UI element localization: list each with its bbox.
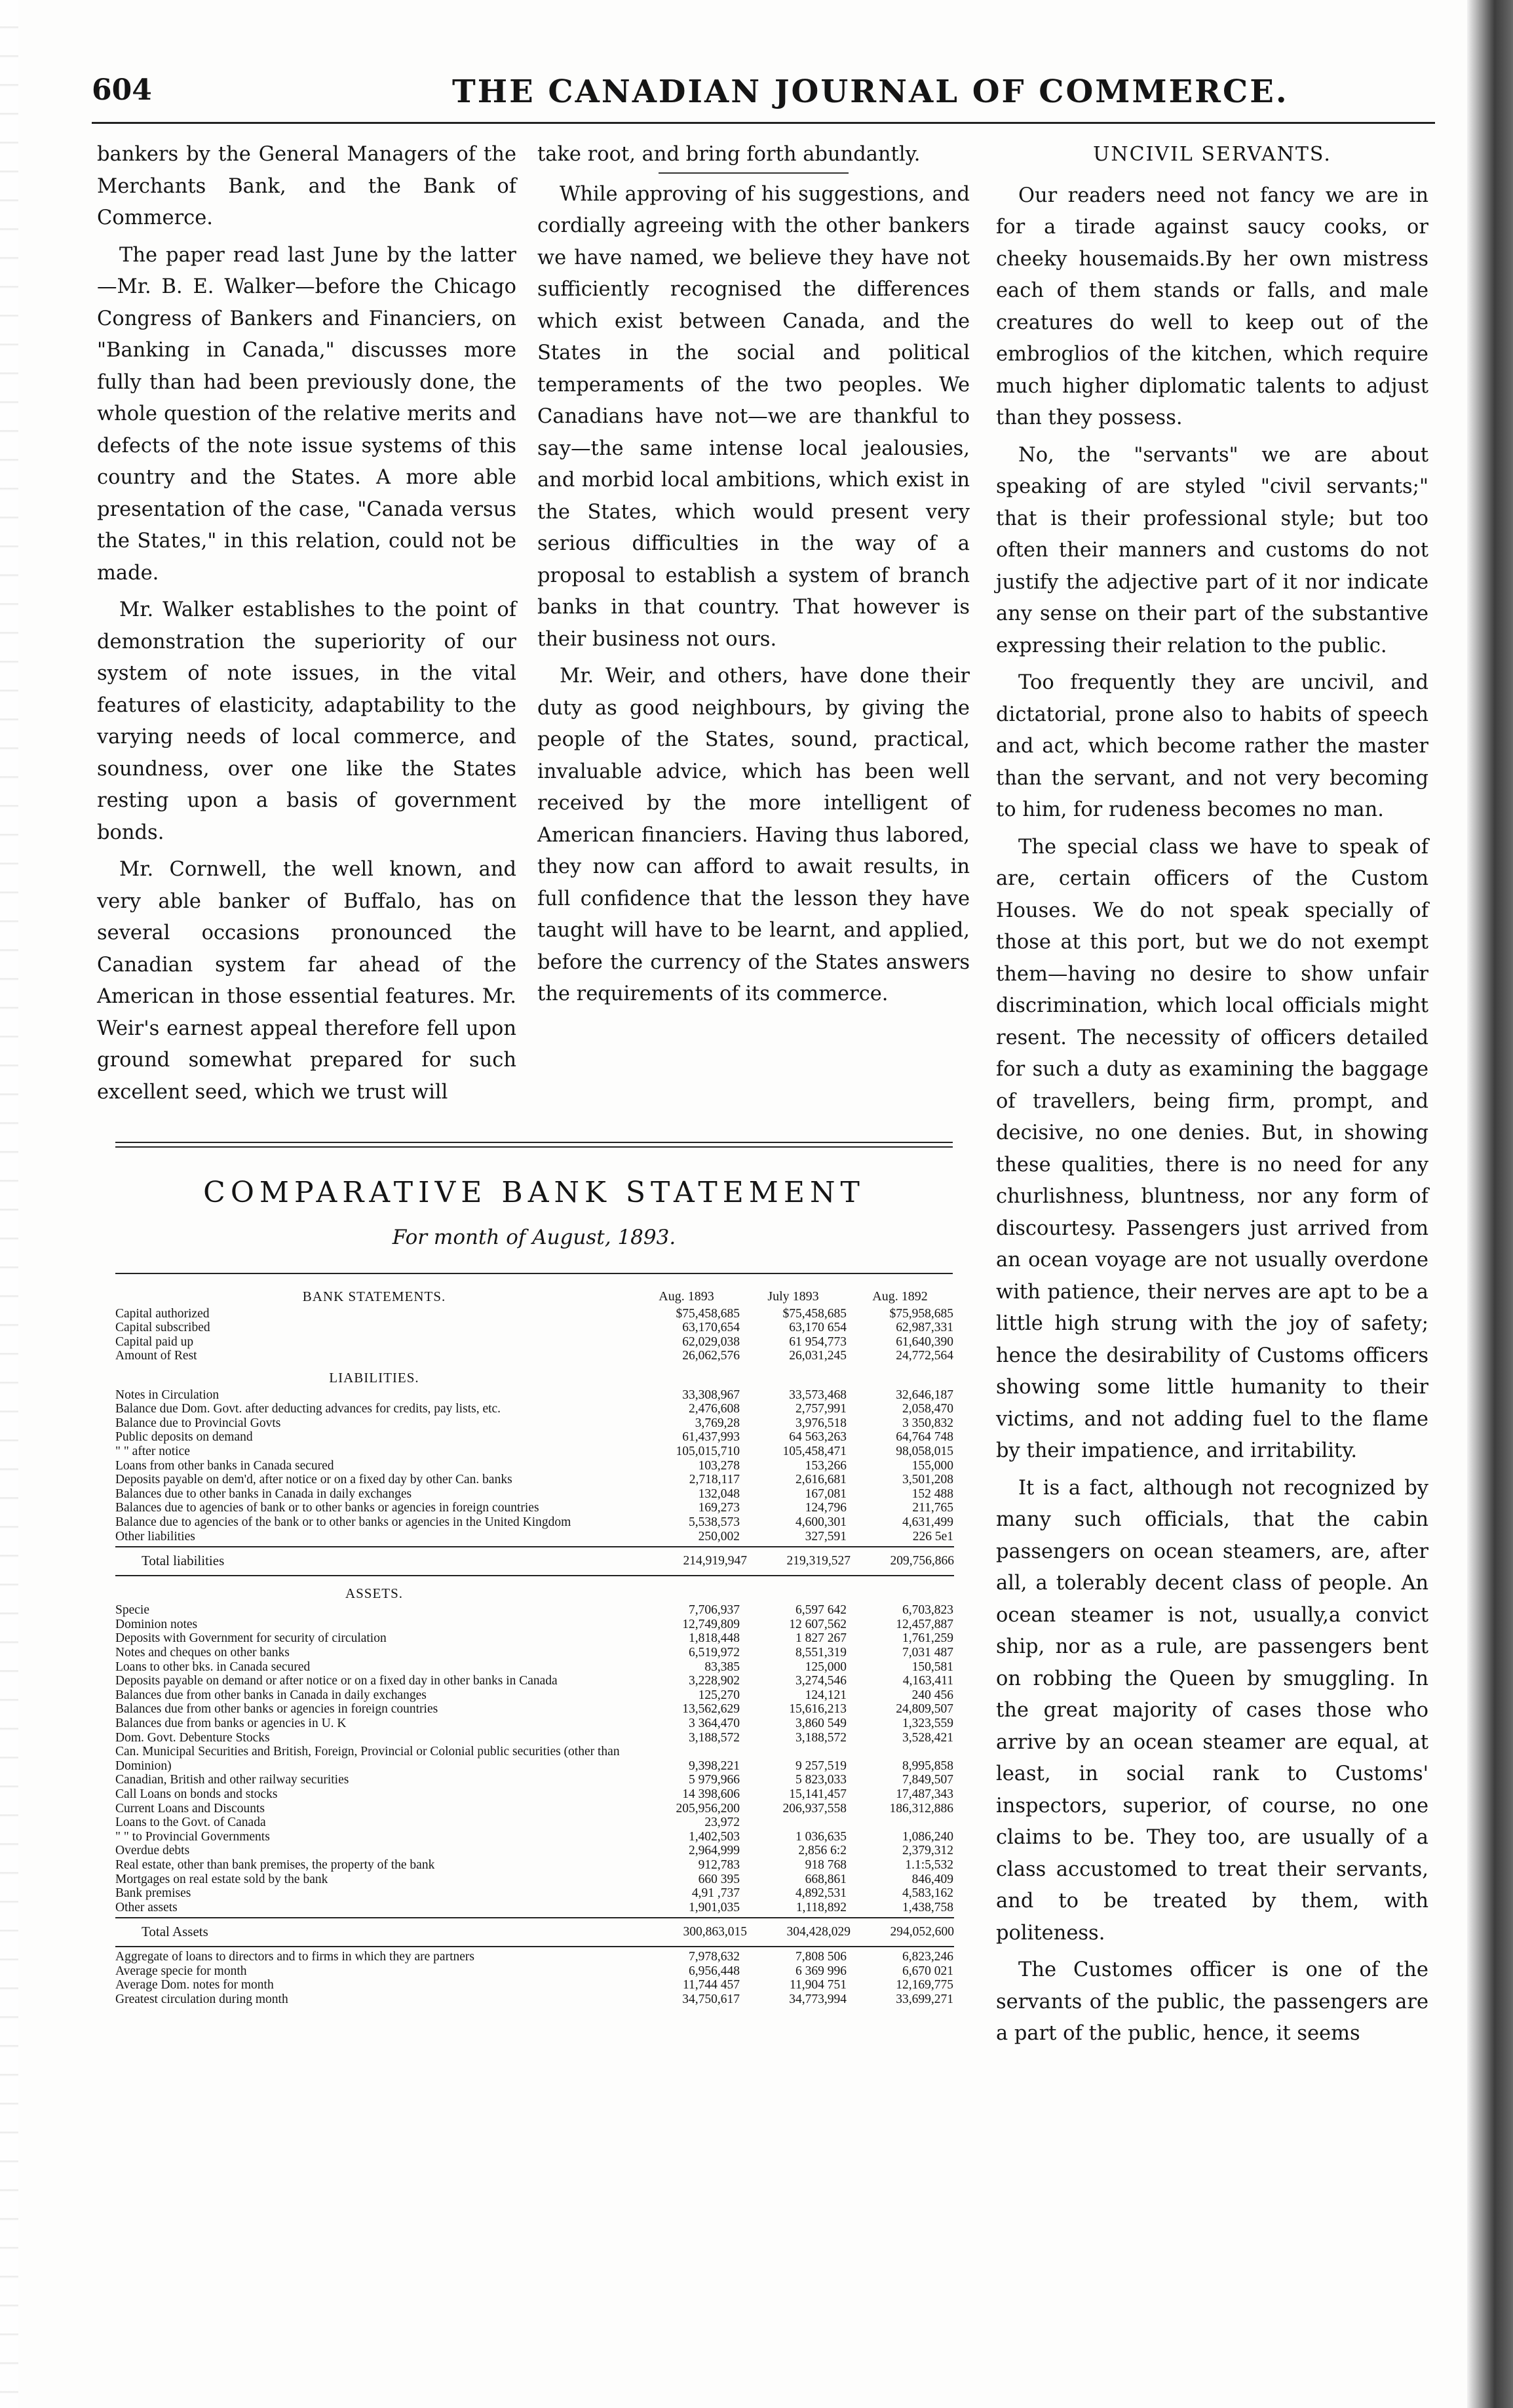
aggregate-section <box>115 1950 954 2006</box>
paragraph: The special class we have to speak of are, certain officers of the Custom Houses. We do not speak specially of those at this port, but we do not exempt them—having no desire to show unfair discrimination, which local officials might resent. The necessity of officers detailed for such a duty as examining the baggage of travellers, being firm, prompt, and decisive, no one denies. But, in showing these qualities, there is no need for any churlishness, bluntness, nor any form of discourtesy. Passengers just arrived from an ocean voyage are not usually overdone with patience, their nerves are apt to be a little high strung with the joy of safety; hence the desirability of Customs officers showing some little humanity to their victims, and not adding fuel to the flame by their impatience, and irritability. <box>996 835 1428 1462</box>
row-value: 5 979,966 <box>689 1773 740 1787</box>
row-label: Specie <box>115 1603 149 1618</box>
row-value: 132,048 <box>698 1486 740 1501</box>
row-label: Public deposits on demand <box>115 1430 253 1445</box>
row-value: 6,823,246 <box>902 1949 953 1964</box>
table-row <box>115 1660 954 1675</box>
row-value: 3,228,902 <box>689 1674 740 1688</box>
bank-statement-table <box>115 1290 954 2006</box>
row-label: Loans from other banks in Canada secured <box>115 1458 334 1473</box>
row-value: 11,744 457 <box>682 1978 740 1992</box>
table-row <box>115 1802 954 1816</box>
row-value: 2,058,470 <box>902 1402 953 1416</box>
row-value: 124,121 <box>805 1688 847 1702</box>
row-label: Balance due to agencies of the bank or to other banks or agencies in the United Kingdom <box>115 1515 571 1529</box>
row-label: Real estate, other than bank premises, the property of the bank <box>115 1857 435 1872</box>
row-value: 1 036,635 <box>795 1829 847 1844</box>
paragraph: Too frequently they are uncivil, and dictatorial, prone also to habits of speech and act, which become rather the master than the servant, and not very becoming to him, for rudeness becomes no man. <box>996 671 1428 821</box>
rule <box>115 1917 954 1918</box>
table-row <box>115 1321 954 1335</box>
table-row <box>115 1445 954 1459</box>
table-row <box>115 1646 954 1660</box>
row-value: 63,170 654 <box>789 1321 847 1335</box>
row-value: 3,188,572 <box>689 1730 740 1745</box>
table-row <box>115 1501 954 1515</box>
row-value: 12,749,809 <box>682 1617 740 1631</box>
row-value: 3,528,421 <box>902 1730 953 1745</box>
table-row <box>115 1473 954 1487</box>
row-value: 33,308,967 <box>682 1388 740 1402</box>
total-assets-row <box>115 1925 954 1939</box>
assets-section <box>115 1603 954 1914</box>
row-value: 8,995,858 <box>902 1758 953 1773</box>
table-row <box>115 1530 954 1544</box>
table-row <box>115 1515 954 1530</box>
row-value: 3 364,470 <box>689 1717 740 1731</box>
paragraph: take root, and bring forth abundantly. <box>537 143 921 166</box>
row-value: 17,487,343 <box>896 1787 953 1801</box>
row-value: 2,964,999 <box>689 1844 740 1858</box>
row-label: Other assets <box>115 1900 178 1914</box>
row-value: 98,058,015 <box>896 1444 953 1458</box>
row-label: Average specie for month <box>115 1964 247 1978</box>
table-row <box>115 1978 954 1992</box>
row-value: 12,457,887 <box>896 1617 953 1631</box>
paragraph: While approving of his suggestions, and cordially agreeing with the other bankers we have named, we believe they have not sufficiently recognised the differences which exist between Canada, and the States in the social and political temperaments of the two peoples. We Canadians have not—we are thankful to say—the same intense local jealousies, and morbid local ambitions, which exist in the States, which would present very serious difficulties in the way of a proposal to establish a system of branch banks in that country. That however is their business not ours. <box>537 182 970 651</box>
row-value: 64,764 748 <box>896 1430 953 1445</box>
row-label: Loans to the Govt. of Canada <box>115 1816 266 1830</box>
row-value: 9,398,221 <box>689 1758 740 1773</box>
row-label: Total liabilities <box>142 1554 225 1568</box>
rule <box>115 1575 954 1576</box>
row-value: 226 5e1 <box>912 1529 953 1544</box>
paragraph: Mr. Weir, and others, have done their duty as good neighbours, by giving the people of the States, sound, practical, invaluable advice, which has been well received by the more intelligent of American financiers. Having thus labored, they now can afford to await results, in full confidence that the lesson they have taught will have to be learnt, and applied, before the currency of the States answers the requirements of its commerce. <box>537 665 970 1005</box>
row-value: 6,670 021 <box>902 1964 953 1978</box>
row-value: $75,458,685 <box>782 1306 847 1321</box>
row-value: 912,783 <box>698 1857 740 1872</box>
row-label: Overdue debts <box>115 1844 190 1858</box>
row-value: 62,029,038 <box>682 1334 740 1349</box>
row-label: Loans to other bks. in Canada secured <box>115 1660 311 1674</box>
table-row <box>115 1873 954 1887</box>
row-value: 2,856 6:2 <box>798 1844 847 1858</box>
statement-subtitle: For month of August, 1893. <box>392 1226 676 1249</box>
row-value: 34,773,994 <box>789 1992 847 2006</box>
row-value: 1 827 267 <box>795 1631 847 1646</box>
table-header <box>115 1290 954 1304</box>
paragraph: The Customes officer is one of the servants of the public, the passengers are a part of the public, hence, it seems <box>996 1958 1428 2045</box>
row-value: 24,772,564 <box>896 1349 953 1363</box>
table-row <box>115 1487 954 1502</box>
table-row <box>115 1773 954 1787</box>
paragraph: The paper read last June by the latter—Mr. B. E. Walker—before the Chicago Congress of Bankers and Financiers, on "Banking in Canada," discusses more fully than had been previously done, the whole question of the relative merits and defects of the note issue systems of this country and the States. A more able presentation of the case, "Canada versus the States," in this relation, could not be made. <box>97 243 516 585</box>
row-label: Other liabilities <box>115 1529 195 1544</box>
row-value: $75,458,685 <box>676 1306 740 1321</box>
row-value: 4,163,411 <box>902 1674 953 1688</box>
statement-title: COMPARATIVE BANK STATEMENT <box>203 1176 865 1209</box>
row-label: Notes and cheques on other banks <box>115 1646 290 1660</box>
rule <box>115 1946 954 1947</box>
rule <box>115 1546 954 1547</box>
liabilities-section <box>115 1388 954 1544</box>
journal-title: THE CANADIAN JOURNAL OF COMMERCE. <box>452 73 1289 110</box>
row-value: 4,600,301 <box>795 1515 847 1529</box>
row-value: 219,319,527 <box>786 1554 851 1568</box>
table-row <box>115 1830 954 1844</box>
row-value: 61 954,773 <box>789 1334 847 1349</box>
table-row <box>115 1402 954 1416</box>
row-label: Balance due Dom. Govt. after deducting advances for credits, pay lists, etc. <box>115 1402 501 1416</box>
row-value: 33,699,271 <box>896 1992 953 2006</box>
article-title: UNCIVIL SERVANTS. <box>1093 143 1331 166</box>
row-value: 11,904 751 <box>789 1978 847 1992</box>
row-value: $75,958,685 <box>889 1306 953 1321</box>
row-value: 3,188,572 <box>795 1730 847 1745</box>
row-value: 3,976,518 <box>795 1416 847 1430</box>
row-value: 186,312,886 <box>889 1801 953 1816</box>
row-value: 2,616,681 <box>795 1473 847 1487</box>
row-value: 3,769,28 <box>695 1416 740 1430</box>
row-value: 1,761,259 <box>902 1631 953 1646</box>
row-value: 3,501,208 <box>902 1473 953 1487</box>
row-label: Balances due from banks or agencies in U. K <box>115 1717 347 1731</box>
row-value: 1,086,240 <box>902 1829 953 1844</box>
row-value: 33,573,468 <box>789 1388 847 1402</box>
table-row <box>115 1816 954 1830</box>
total-liabilities-row <box>115 1554 954 1568</box>
table-row <box>115 1688 954 1703</box>
row-value: 4,91 ,737 <box>691 1886 740 1901</box>
row-value: 125,270 <box>698 1688 740 1702</box>
row-label: Balances due to agencies of bank or to other banks or agencies in foreign countries <box>115 1501 539 1515</box>
row-value: 13,562,629 <box>682 1702 740 1717</box>
assets-heading: ASSETS. <box>345 1585 404 1601</box>
row-value: 7,849,507 <box>902 1773 953 1787</box>
row-value: 4,892,531 <box>795 1886 847 1901</box>
article-column-1 <box>97 139 516 1114</box>
table-row <box>115 1430 954 1445</box>
table-row <box>115 1745 954 1773</box>
page-left-edge <box>0 0 18 2408</box>
row-value: 63,170,654 <box>682 1321 740 1335</box>
row-value: 3,274,546 <box>795 1674 847 1688</box>
row-value: 2,757,991 <box>795 1402 847 1416</box>
row-value: 150,581 <box>911 1660 953 1674</box>
row-value: 3,860 549 <box>795 1717 847 1731</box>
row-value: 7,706,937 <box>689 1603 740 1618</box>
row-value: 12,169,775 <box>896 1978 953 1992</box>
row-value: 26,062,576 <box>682 1349 740 1363</box>
row-value: 14 398,606 <box>682 1787 740 1801</box>
table-row <box>115 1901 954 1915</box>
row-value: 6,956,448 <box>689 1964 740 1978</box>
row-label: Capital subscribed <box>115 1321 210 1335</box>
row-value: 2,476,608 <box>689 1402 740 1416</box>
row-value: 4,583,162 <box>902 1886 953 1901</box>
row-value: 660 395 <box>698 1872 740 1886</box>
row-value: 205,956,200 <box>676 1801 740 1816</box>
row-value: 15,141,457 <box>789 1787 847 1801</box>
row-label: " " to Provincial Governments <box>115 1829 270 1844</box>
row-value: 9 257,519 <box>795 1758 847 1773</box>
row-value: 214,919,947 <box>683 1554 747 1568</box>
row-value: 7,978,632 <box>689 1949 740 1964</box>
row-value: 209,756,866 <box>890 1554 954 1568</box>
table-row <box>115 1787 954 1802</box>
table-heading: BANK STATEMENTS. <box>302 1290 446 1304</box>
row-value: 5,538,573 <box>689 1515 740 1529</box>
row-value: 1,118,892 <box>795 1900 847 1914</box>
row-value: 1,402,503 <box>689 1829 740 1844</box>
row-label: Deposits with Government for security of circulation <box>115 1631 387 1646</box>
row-value: 167,081 <box>805 1486 847 1501</box>
table-row <box>115 1886 954 1901</box>
table-row <box>115 1731 954 1745</box>
row-value: 7,808 506 <box>795 1949 847 1964</box>
row-value: 3 350,832 <box>902 1416 953 1430</box>
table-row <box>115 1844 954 1858</box>
row-label: Dom. Govt. Debenture Stocks <box>115 1730 270 1745</box>
row-label: Balance due to Provincial Govts <box>115 1416 281 1430</box>
row-value: 6 369 996 <box>795 1964 847 1978</box>
table-row <box>115 1858 954 1873</box>
row-value: 250,002 <box>698 1529 740 1544</box>
liabilities-heading: LIABILITIES. <box>329 1369 419 1386</box>
statement-top-rule <box>115 1142 953 1148</box>
row-value: 24,809,507 <box>896 1702 953 1717</box>
table-row <box>115 1950 954 1964</box>
row-value: 125,000 <box>805 1660 847 1674</box>
row-value: 1,438,758 <box>902 1900 953 1914</box>
row-value: 211,765 <box>912 1501 953 1515</box>
row-value: 2,718,117 <box>689 1473 740 1487</box>
row-value: 169,273 <box>698 1501 740 1515</box>
table-row <box>115 1459 954 1473</box>
row-value: 12 607,562 <box>789 1617 847 1631</box>
row-value: 61,640,390 <box>896 1334 953 1349</box>
row-label: Capital paid up <box>115 1334 194 1349</box>
row-value: 1,901,035 <box>689 1900 740 1914</box>
row-value: 152 488 <box>911 1486 953 1501</box>
row-label: Deposits payable on demand or after notice or on a fixed day in other banks in Canada <box>115 1674 558 1688</box>
column-divider <box>659 172 849 174</box>
row-label: Balances due from other banks or agencies in foreign countries <box>115 1702 438 1717</box>
paragraph: It is a fact, although not recognized by many such officials, that the cabin passengers on ocean steamers, are, after all, a tolerably decent class of people. An ocean steamer is not, usually,a convict ship, nor as a rule, are passengers bent on robbing the Queen by smuggling. In the great majority of cases those who arrive by an ocean steamer are equal, at least, in social rank to Customs' inspectors, superior, of course, no one claims to be. They too, are usually of a class accustomed to treat their servants, and to be treated by them, with politeness. <box>996 1476 1428 1945</box>
row-label: Current Loans and Discounts <box>115 1801 265 1816</box>
row-value: 62,987,331 <box>896 1321 953 1335</box>
row-value: 8,551,319 <box>795 1646 847 1660</box>
row-value: 64 563,263 <box>789 1430 847 1445</box>
row-label: Mortgages on real estate sold by the bank <box>115 1872 328 1886</box>
row-value: 1,323,559 <box>902 1717 953 1731</box>
row-value: 2,379,312 <box>902 1844 953 1858</box>
row-value: 34,750,617 <box>682 1992 740 2006</box>
table-row <box>115 1349 954 1363</box>
row-label: Can. Municipal Securities and British, Foreign, Provincial or Colonial public securities (other than Dominion) <box>115 1745 620 1773</box>
row-value: 1.1:5,532 <box>905 1857 953 1872</box>
table-row <box>115 1335 954 1350</box>
paragraph: Mr. Walker establishes to the point of demonstration the superiority of our system of note issues, in the vital features of elasticity, adaptability to the varying needs of local commerce, and soundness, over one like the States resting upon a basis of government bonds. <box>97 598 516 844</box>
row-value: 918 768 <box>805 1857 847 1872</box>
row-value: 155,000 <box>911 1458 953 1473</box>
column-header: July 1893 <box>767 1289 819 1304</box>
row-value: 240 456 <box>911 1688 953 1702</box>
row-label: Bank premises <box>115 1886 191 1901</box>
paragraph: No, the "servants" we are about speaking of are styled "civil servants;" that is their professional style; but too often their manners and customs do not justify the adjective part of it nor indicate any sense on their part of the substantive expressing their relation to the public. <box>996 443 1428 657</box>
row-label: Call Loans on bonds and stocks <box>115 1787 278 1801</box>
row-value: 5 823,033 <box>795 1773 847 1787</box>
row-label: Balances due from other banks in Canada in daily exchanges <box>115 1688 427 1702</box>
row-value: 105,458,471 <box>782 1444 847 1458</box>
table-row <box>115 1674 954 1688</box>
capital-section <box>115 1307 954 1363</box>
table-row <box>115 1416 954 1431</box>
table-row <box>115 1388 954 1403</box>
row-value: 83,385 <box>704 1660 740 1674</box>
row-value: 668,861 <box>805 1872 847 1886</box>
row-label: Deposits payable on dem'd, after notice or on a fixed day by other Can. banks <box>115 1473 512 1487</box>
table-row <box>115 1307 954 1321</box>
row-value: 327,591 <box>805 1529 847 1544</box>
row-label: Greatest circulation during month <box>115 1992 288 2006</box>
paragraph: bankers by the General Managers of the Merchants Bank, and the Bank of Commerce. <box>97 143 516 229</box>
paragraph: Our readers need not fancy we are in for a tirade against saucy cooks, or cheeky housemaids.By her own mistress each of them stands or falls, and male creatures do well to keep out of the embroglios of the kitchen, which require much higher diplomatic talents to adjust than they possess. <box>996 184 1428 429</box>
row-value: 7,031 487 <box>902 1646 953 1660</box>
table-row <box>115 1603 954 1618</box>
paragraph: Mr. Cornwell, the well known, and very able banker of Buffalo, has on several occasions pronounced the Canadian system far ahead of the American in those essential features. Mr. Weir's earnest appeal therefore fell upon ground somewhat prepared for such excellent seed, which we trust will <box>97 858 516 1104</box>
row-value: 1,818,448 <box>689 1631 740 1646</box>
row-label: Balances due to other banks in Canada in daily exchanges <box>115 1486 412 1501</box>
row-value: 23,972 <box>704 1816 740 1830</box>
row-label: Canadian, British and other railway securities <box>115 1773 349 1787</box>
header-rule <box>92 122 1435 124</box>
row-value: 105,015,710 <box>676 1444 740 1458</box>
row-label: Dominion notes <box>115 1617 198 1631</box>
row-value: 153,266 <box>805 1458 847 1473</box>
row-value: 300,863,015 <box>683 1925 747 1939</box>
table-row <box>115 1631 954 1646</box>
row-value: 61,437,993 <box>682 1430 740 1445</box>
row-label: Capital authorized <box>115 1306 210 1321</box>
statement-subtitle-rule <box>115 1273 953 1274</box>
row-value: 103,278 <box>698 1458 740 1473</box>
row-value: 6,519,972 <box>689 1646 740 1660</box>
row-value: 15,616,213 <box>789 1702 847 1717</box>
column-header: Aug. 1892 <box>872 1289 928 1304</box>
row-label: Average Dom. notes for month <box>115 1978 274 1992</box>
row-label: Notes in Circulation <box>115 1388 220 1402</box>
row-label: Total Assets <box>142 1925 208 1939</box>
row-label: Aggregate of loans to directors and to firms in which they are partners <box>115 1949 474 1964</box>
table-row <box>115 1717 954 1731</box>
row-label: Amount of Rest <box>115 1349 197 1363</box>
row-value: 846,409 <box>911 1872 953 1886</box>
row-value: 32,646,187 <box>896 1388 953 1402</box>
table-row <box>115 1992 954 2007</box>
table-row <box>115 1964 954 1979</box>
row-value: 294,052,600 <box>890 1925 954 1939</box>
table-row <box>115 1618 954 1632</box>
row-value: 124,796 <box>805 1501 847 1515</box>
row-label: " " after notice <box>115 1444 190 1458</box>
page-binding-shadow <box>1467 0 1513 2408</box>
article-column-2 <box>537 139 970 1016</box>
row-value: 4,631,499 <box>902 1515 953 1529</box>
row-value: 6,703,823 <box>902 1603 953 1618</box>
column-header: Aug. 1893 <box>659 1289 714 1304</box>
row-value: 206,937,558 <box>782 1801 847 1816</box>
row-value: 26,031,245 <box>789 1349 847 1363</box>
row-value: 304,428,029 <box>786 1925 851 1939</box>
page-number: 604 <box>92 73 152 107</box>
table-row <box>115 1702 954 1717</box>
row-value: 6,597 642 <box>795 1603 847 1618</box>
article-column-3 <box>996 139 1428 2055</box>
